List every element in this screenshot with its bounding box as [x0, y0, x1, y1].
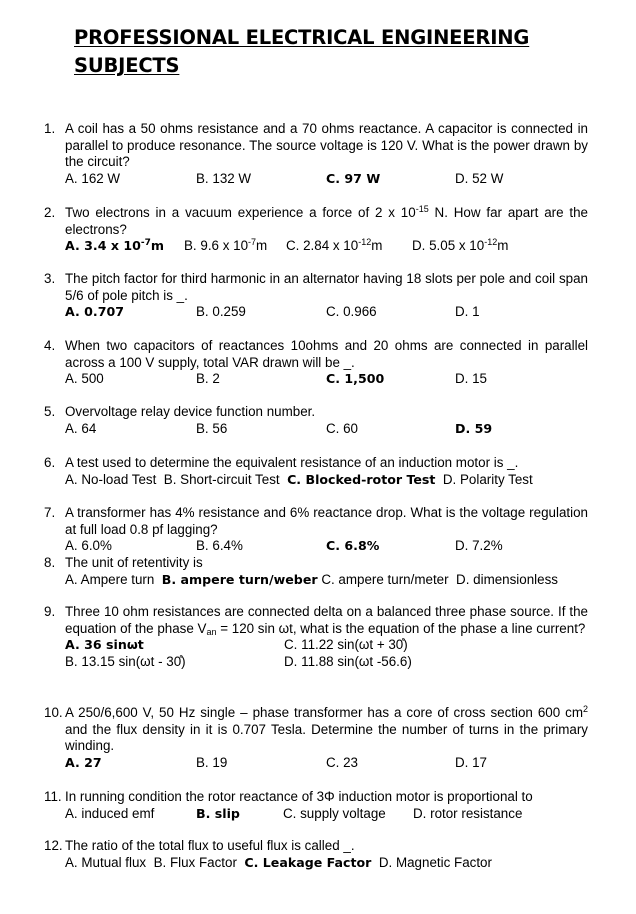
- question-text: A transformer has 4% resistance and 6% reactance drop. What is the voltage regulation at full load 0.8 pf lagging?: [65, 505, 588, 537]
- option-d: D. 17: [455, 754, 488, 770]
- option-c: C. 60: [326, 420, 359, 436]
- option-b: B. 9.6 x $10^{-7}m$: [184, 237, 268, 253]
- option-d-answer: D. 59: [455, 420, 493, 436]
- question-9: [44, 604, 588, 670]
- question-number: 3.: [44, 271, 56, 286]
- question-2: [44, 205, 588, 255]
- option-c: C. 11.22 sin(ωt + 30̊): [284, 637, 408, 652]
- question-text: The ratio of the total flux to useful flux is called _.: [65, 838, 355, 853]
- option-c: C. ampere turn/meter: [321, 571, 449, 587]
- page-subtitle: SUBJECTS: [74, 54, 180, 77]
- question-text: The pitch factor for third harmonic in an alternator having 18 slots per pole and coil span 5/6 of pole pitch is _.: [65, 271, 588, 303]
- option-d: D. dimensionless: [456, 571, 558, 587]
- question-11: [44, 789, 588, 822]
- question-text: A coil has a 50 ohms resistance and a 70 ohms reactance. A capacitor is connected in parallel to produce resonance. The source voltage is 120 V. What is the power drawn by the circuit?: [65, 121, 588, 169]
- option-a: A. 162 W: [65, 170, 121, 186]
- option-b: B. 13.15 sin(ωt - 30̊): [65, 653, 186, 669]
- question-4: [44, 338, 588, 388]
- option-a: A. Ampere turn: [65, 571, 155, 587]
- option-d: D. Polarity Test: [442, 471, 533, 487]
- option-d: D. 15: [455, 371, 488, 386]
- question-text: Two electrons in a vacuum experience a force of 2 x $10^{-15}$ N. How far apart are the electrons?: [65, 204, 588, 237]
- question-number: 6.: [44, 455, 56, 470]
- option-a: A. 500: [65, 371, 104, 386]
- question-5: [44, 404, 588, 437]
- option-a: A. No-load Test: [65, 471, 157, 487]
- option-a-answer: A. 36 sinωt: [65, 637, 144, 652]
- option-b: B. 0.259: [196, 304, 246, 319]
- option-b: B. Flux Factor: [153, 854, 237, 870]
- question-10: [44, 705, 588, 771]
- question-text: Three 10 ohm resistances are connected delta on a balanced three phase source. If the equation of the phase $V_{an} = 120$ sin ωt, what is the equation of the phase a line current?: [65, 604, 588, 637]
- option-c: C. 2.84 x $10^{-12}m$: [286, 237, 383, 253]
- option-c: C. 0.966: [326, 304, 377, 319]
- question-number: 4.: [44, 338, 56, 353]
- question-6: [44, 455, 588, 488]
- option-c-answer: C. Blocked-rotor Test: [287, 471, 436, 487]
- option-b: B. 19: [196, 754, 228, 770]
- question-number: 5.: [44, 404, 56, 419]
- option-d: D. 1: [455, 304, 480, 319]
- option-a: A. 6.0%: [65, 538, 112, 553]
- question-number: 8.: [44, 555, 56, 570]
- option-d: D. rotor resistance: [413, 805, 523, 821]
- option-a: A. induced emf: [65, 805, 155, 821]
- option-d: D. 52 W: [455, 170, 504, 186]
- option-c-answer: C. 6.8%: [326, 538, 380, 553]
- question-8: [44, 555, 588, 588]
- option-a: A. Mutual flux: [65, 854, 147, 870]
- option-a-answer: A. 0.707: [65, 304, 124, 319]
- question-number: 7.: [44, 505, 56, 520]
- question-7: [44, 505, 588, 555]
- question-number: 12.: [44, 838, 63, 853]
- option-b: B. 2: [196, 371, 220, 386]
- option-b-answer: B. slip: [196, 805, 240, 821]
- question-number: 9.: [44, 604, 56, 619]
- question-text: A 250/6,600 V, 50 Hz single – phase transformer has a core of cross section 600 $cm^2$ and the flux density in it is 0.707 Tesla. Determine the number of turns in the primary winding.: [65, 704, 588, 753]
- question-text: In running condition the rotor reactance of 3Φ induction motor is proportional to: [65, 789, 533, 804]
- question-number: 1.: [44, 121, 56, 136]
- option-b: B. 56: [196, 420, 228, 436]
- option-b: B. Short-circuit Test: [163, 471, 280, 487]
- question-text: A test used to determine the equivalent resistance of an induction motor is _.: [65, 455, 519, 470]
- question-number: 2.: [44, 205, 56, 220]
- option-d: D. 11.88 sin(ωt -56.6): [284, 653, 412, 669]
- option-c-answer: C. 97 W: [326, 170, 381, 186]
- option-a-answer: A. 3.4 x $10^{-7}m$: [65, 238, 165, 253]
- question-text: The unit of retentivity is: [65, 555, 203, 570]
- option-d: D. 5.05 x $10^{-12}m$: [412, 237, 509, 253]
- option-d: D. 7.2%: [455, 538, 503, 553]
- question-number: 10.: [44, 705, 63, 720]
- option-c-answer: C. 1,500: [326, 371, 385, 386]
- option-b: B. 132 W: [196, 170, 252, 186]
- question-text: When two capacitors of reactances 10ohms and 20 ohms are connected in parallel across a 100 V supply, total VAR drawn will be _.: [65, 338, 588, 370]
- option-c: C. supply voltage: [283, 805, 386, 821]
- page-title: PROFESSIONAL ELECTRICAL ENGINEERING: [74, 26, 530, 49]
- question-number: 11.: [44, 789, 62, 804]
- option-a-answer: A. 27: [65, 754, 102, 770]
- option-a: A. 64: [65, 420, 97, 436]
- question-3: [44, 271, 588, 321]
- option-b: B. 6.4%: [196, 538, 243, 553]
- question-1: [44, 121, 588, 187]
- option-b-answer: B. ampere turn/weber: [161, 571, 318, 587]
- option-c-answer: C. Leakage Factor: [244, 854, 372, 870]
- option-d: D. Magnetic Factor: [378, 854, 492, 870]
- option-c: C. 23: [326, 754, 359, 770]
- question-text: Overvoltage relay device function number.: [65, 404, 316, 419]
- question-12: [44, 838, 588, 871]
